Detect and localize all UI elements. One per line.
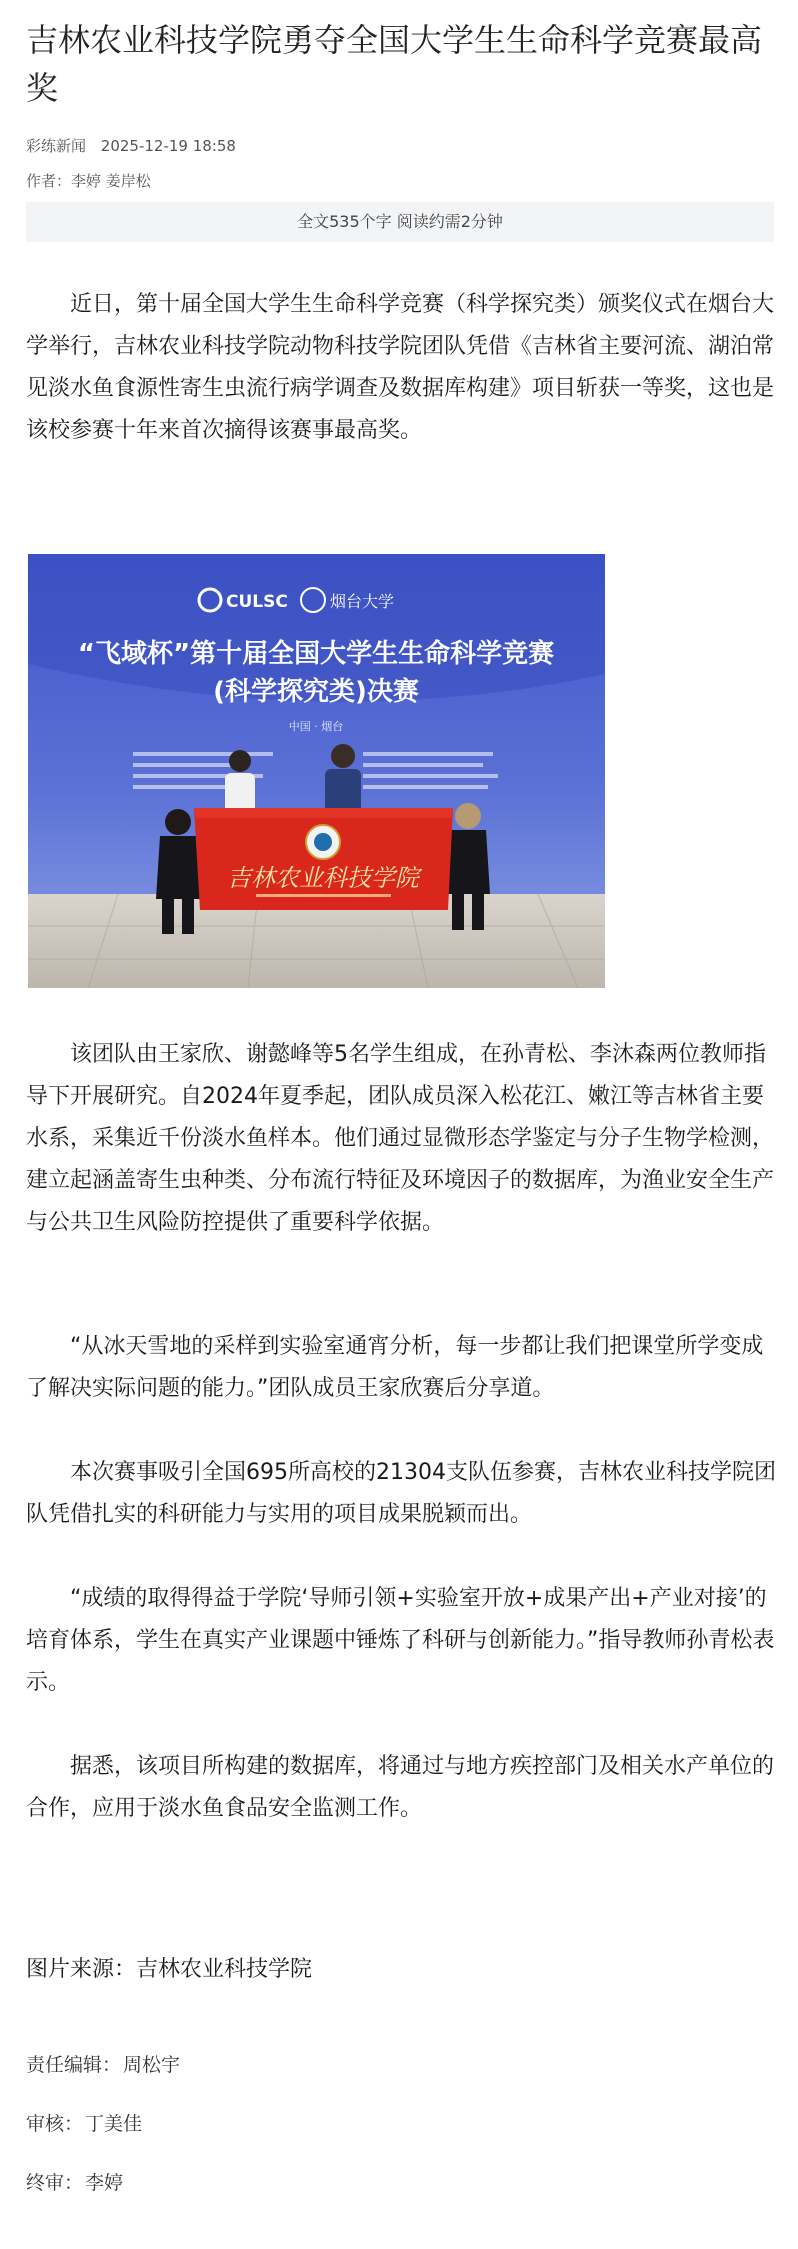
red-flag xyxy=(194,808,453,910)
paragraph-3: “从冰天雪地的采样到实验室通宵分析，每一步都让我们把课堂所学变成了解决实际问题的能力。”团队成员王家欣赛后分享道。 xyxy=(26,1334,764,1401)
publish-date: 2025-12-19 18:58 xyxy=(100,137,236,155)
article-meta xyxy=(26,135,236,156)
staff-name: 李婷 xyxy=(85,2172,124,2194)
article-title: 吉林农业科技学院勇夺全国大学生生命科学竞赛最高奖 xyxy=(26,21,763,107)
logo-left-text: CULSC xyxy=(226,592,288,612)
paragraph-4: 本次赛事吸引全国695所高校的21304支队伍参赛，吉林农业科技学院团队凭借扎实的科研能力与实用的项目成果脱颖而出。 xyxy=(26,1460,776,1527)
staff-name: 周松宇 xyxy=(123,2054,181,2076)
photo-illustration xyxy=(28,554,605,988)
staff-label: 责任编辑： xyxy=(26,2054,122,2076)
logo-right-text: 烟台大学 xyxy=(330,592,395,611)
read-info-bar: 全文535个字 阅读约需2分钟 xyxy=(26,202,774,242)
paragraph-5: “成绩的取得得益于学院‘导师引领+实验室开放+成果产出+产业对接’的培育体系，学生在真实产业课题中锤炼了科研与创新能力。”指导教师孙青松表示。 xyxy=(26,1586,775,1695)
source-name[interactable]: 彩练新闻 xyxy=(26,137,87,155)
banner-line-2: (科学探究类)决赛 xyxy=(213,677,419,707)
author-names: 李婷 姜岸松 xyxy=(71,172,151,190)
paragraph-1: 近日，第十届全国大学生生命科学竞赛（科学探究类）颁奖仪式在烟台大学举行，吉林农业科技学院动物科技学院团队凭借《吉林省主要河流、湖泊常见淡水鱼食源性寄生虫流行病学调查及数据库构建》项目斩获一等奖，这也是该校参赛十年来首次摘得该赛事最高奖。 xyxy=(26,292,775,443)
author-line xyxy=(26,170,151,191)
paragraph-2: 该团队由王家欣、谢懿峰等5名学生组成，在孙青松、李沐森两位教师指导下开展研究。自2024年夏季起，团队成员深入松花江、嫩江等吉林省主要水系，采集近千份淡水鱼样本。他们通过显微形态学鉴定与分子生物学检测，建立起涵盖寄生虫种类、分布流行特征及环境因子的数据库，为渔业安全生产与公共卫生风险防控提供了重要科学依据。 xyxy=(26,1042,775,1235)
staff-label: 审核： xyxy=(26,2113,84,2135)
banner-line-1: “飞域杯”第十届全国大学生生命科学竞赛 xyxy=(77,639,555,669)
staff-name: 丁美佳 xyxy=(85,2113,143,2135)
article-photo[interactable] xyxy=(28,554,605,988)
photo-credit: 图片来源：吉林农业科技学院 xyxy=(26,1957,313,1982)
staff-final-reviewer xyxy=(26,2168,123,2195)
staff-reviewer xyxy=(26,2109,142,2136)
banner-location: 中国 · 烟台 xyxy=(288,720,344,733)
author-label: 作者： xyxy=(26,172,72,190)
paragraph-6: 据悉，该项目所构建的数据库，将通过与地方疾控部门及相关水产单位的合作，应用于淡水鱼食品安全监测工作。 xyxy=(26,1754,775,1821)
flag-text: 吉林农业科技学院 xyxy=(227,864,419,892)
person-back-left xyxy=(225,750,255,815)
staff-label: 终审： xyxy=(26,2172,84,2194)
staff-editor xyxy=(26,2050,180,2077)
